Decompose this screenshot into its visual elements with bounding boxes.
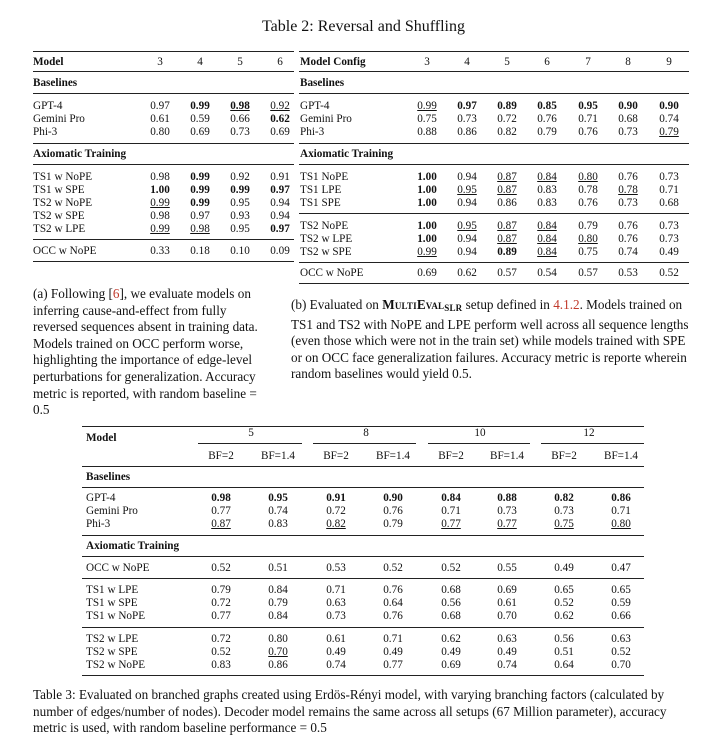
column-header: 3 (424, 56, 430, 68)
table-cell: 0.87 (497, 184, 517, 196)
table-cell: 0.71 (383, 633, 403, 645)
table-cell: 0.64 (383, 597, 403, 609)
table-cell: 0.82 (554, 492, 574, 504)
table-cell: 0.76 (578, 197, 598, 209)
table-cell: 0.49 (441, 646, 461, 658)
table-cell: 0.87 (211, 518, 231, 530)
table-cell: 0.33 (150, 245, 170, 257)
row-label: TS1 w SPE (33, 184, 85, 196)
table-cell: 0.69 (190, 126, 210, 138)
table-cell: 0.71 (326, 584, 346, 596)
table-cell: 0.52 (211, 562, 231, 574)
table-cell: 0.69 (417, 267, 437, 279)
table-cell: 1.00 (417, 220, 437, 232)
row-label: TS1 SPE (300, 197, 341, 209)
table-cell: 0.74 (497, 659, 517, 671)
table-cell: 0.09 (270, 245, 290, 257)
table-cell: 0.68 (441, 584, 461, 596)
table-cell: 0.10 (230, 245, 250, 257)
table-rule (299, 71, 689, 72)
subheader: BF=2 (323, 450, 349, 462)
table-cell: 0.99 (190, 100, 210, 112)
table-cell: 0.73 (659, 171, 679, 183)
table-rule (82, 466, 644, 467)
section-axiomatic: Axiomatic Training (86, 540, 180, 552)
row-label: TS2 w LPE (33, 223, 86, 235)
row-label: TS2 w LPE (300, 233, 353, 245)
table-cell: 0.73 (497, 505, 517, 517)
subheader: BF=2 (438, 450, 464, 462)
table-cell: 0.97 (270, 184, 290, 196)
table-cell: 0.72 (211, 633, 231, 645)
table-cell: 0.85 (537, 100, 557, 112)
subheader: BF=2 (208, 450, 234, 462)
table-rule (33, 51, 294, 52)
section-link[interactable]: 4.1.2 (553, 297, 580, 312)
row-label: TS2 w NoPE (33, 197, 93, 209)
table-cell: 0.65 (554, 584, 574, 596)
table-rule (299, 213, 689, 214)
table-cell: 0.68 (618, 113, 638, 125)
table-cell: 0.56 (441, 597, 461, 609)
table-cell: 0.93 (230, 210, 250, 222)
table-cell: 0.77 (497, 518, 517, 530)
table-cell: 0.74 (268, 505, 288, 517)
table-cell: 0.82 (326, 518, 346, 530)
table-cell: 0.77 (383, 659, 403, 671)
row-label: TS1 w LPE (86, 584, 139, 596)
table-cell: 0.86 (611, 492, 631, 504)
table-cell: 0.56 (554, 633, 574, 645)
table-cell: 0.84 (537, 171, 557, 183)
table-cell: 0.73 (326, 610, 346, 622)
row-label: Gemini Pro (300, 113, 352, 125)
table-cell: 0.49 (659, 246, 679, 258)
table-rule (82, 556, 644, 557)
table-cell: 0.90 (659, 100, 679, 112)
table-cell: 0.49 (554, 562, 574, 574)
table-rule (33, 239, 294, 240)
table-cell: 0.99 (190, 197, 210, 209)
table-cell: 0.57 (497, 267, 517, 279)
table-cell: 0.75 (417, 113, 437, 125)
table-cell: 0.98 (150, 171, 170, 183)
table-cell: 0.84 (268, 610, 288, 622)
table-cell: 0.98 (211, 492, 231, 504)
table-cell: 0.91 (326, 492, 346, 504)
table-cell: 0.95 (457, 184, 477, 196)
table2-title: Table 2: Reversal and Shuffling (262, 18, 465, 35)
table-rule (33, 261, 294, 262)
table-cell: 0.47 (611, 562, 631, 574)
table-rule (541, 443, 644, 444)
table-cell: 0.98 (150, 210, 170, 222)
table-cell: 0.76 (383, 610, 403, 622)
column-header: 6 (544, 56, 550, 68)
table-cell: 1.00 (417, 171, 437, 183)
table-cell: 0.71 (441, 505, 461, 517)
table-cell: 0.84 (537, 233, 557, 245)
table-cell: 0.80 (611, 518, 631, 530)
table-cell: 0.99 (150, 223, 170, 235)
table-rule (299, 93, 689, 94)
table-cell: 0.94 (457, 171, 477, 183)
table-cell: 1.00 (417, 184, 437, 196)
table-cell: 0.98 (190, 223, 210, 235)
table-cell: 0.64 (554, 659, 574, 671)
table-rule (299, 283, 689, 284)
column-header: 3 (157, 56, 163, 68)
table-cell: 0.63 (326, 597, 346, 609)
row-label: GPT-4 (33, 100, 63, 112)
table-cell: 1.00 (150, 184, 170, 196)
setup-name: MultiEval (382, 297, 445, 312)
row-label: TS2 w LPE (86, 633, 139, 645)
table-cell: 0.99 (417, 246, 437, 258)
table2a-caption: (a) Following [6], we evaluate models on inferring cause-and-effect from fully reversed sequences absent in training data. Models trained on OCC perform worse, highlighting the importance of edge-level perturbations for generalization. Accuracy metric is reported, with random baseline = 0.5 (33, 286, 258, 418)
citation-link[interactable]: 6 (112, 286, 120, 301)
table-rule (82, 535, 644, 536)
row-label: Gemini Pro (33, 113, 85, 125)
row-label: TS2 w SPE (33, 210, 85, 222)
table-cell: 0.62 (457, 267, 477, 279)
table2b-caption: (b) Evaluated on MultiEval$_{SLR}$ setup defined in 4.1.2. Models trained on TS1 and TS2 with NoPE and LPE perform well across all sequence lengths (even those which were not in the train set) while models trained with SPE or on OCC face generalization failures. Accuracy metric is reporte wherein random baselines would yield 0.5. (291, 297, 689, 382)
table-rule (299, 164, 689, 165)
table-cell: 0.95 (230, 197, 250, 209)
table-cell: 0.72 (211, 597, 231, 609)
row-label: TS2 w NoPE (86, 659, 146, 671)
table-cell: 0.49 (497, 646, 517, 658)
table-cell: 0.72 (326, 505, 346, 517)
table-cell: 0.99 (230, 184, 250, 196)
table-cell: 0.97 (457, 100, 477, 112)
table-cell: 0.53 (326, 562, 346, 574)
table-cell: 0.94 (270, 210, 290, 222)
table-cell: 0.79 (383, 518, 403, 530)
table-cell: 0.84 (268, 584, 288, 596)
table-cell: 0.92 (230, 171, 250, 183)
table-cell: 0.52 (441, 562, 461, 574)
table-cell: 0.90 (618, 100, 638, 112)
table-cell: 0.66 (611, 610, 631, 622)
column-header: 4 (464, 56, 470, 68)
row-label: TS2 NoPE (300, 220, 349, 232)
table-cell: 0.77 (211, 505, 231, 517)
table-cell: 0.73 (618, 197, 638, 209)
table-cell: 0.73 (659, 233, 679, 245)
table-cell: 0.62 (554, 610, 574, 622)
table-cell: 0.57 (578, 267, 598, 279)
table-cell: 0.80 (150, 126, 170, 138)
row-label: TS2 w SPE (300, 246, 352, 258)
row-label: TS2 w SPE (86, 646, 138, 658)
row-label: GPT-4 (300, 100, 330, 112)
section-baselines: Baselines (300, 77, 345, 89)
group-header: 8 (363, 427, 369, 439)
row-label: TS1 w SPE (86, 597, 138, 609)
table-cell: 0.79 (578, 220, 598, 232)
column-header: 5 (237, 56, 243, 68)
subheader: BF=1.4 (261, 450, 295, 462)
table-cell: 0.83 (537, 197, 557, 209)
column-header-model: Model Config (300, 56, 366, 68)
table-cell: 0.68 (441, 610, 461, 622)
table-rule (299, 262, 689, 263)
table-cell: 0.89 (497, 100, 517, 112)
table-cell: 0.78 (618, 184, 638, 196)
row-label: Phi-3 (300, 126, 325, 138)
table-rule (33, 143, 294, 144)
table-cell: 0.51 (268, 562, 288, 574)
table-cell: 0.74 (618, 246, 638, 258)
table-cell: 1.00 (417, 233, 437, 245)
table-cell: 0.70 (268, 646, 288, 658)
table-cell: 0.52 (611, 646, 631, 658)
table-cell: 0.52 (211, 646, 231, 658)
table-cell: 0.72 (497, 113, 517, 125)
table-rule (82, 675, 644, 676)
table-cell: 0.73 (554, 505, 574, 517)
table-cell: 0.49 (326, 646, 346, 658)
table-cell: 0.94 (457, 246, 477, 258)
table-cell: 0.74 (326, 659, 346, 671)
table-rule (198, 443, 302, 444)
table-cell: 0.52 (554, 597, 574, 609)
table-cell: 0.55 (497, 562, 517, 574)
table-cell: 0.97 (270, 223, 290, 235)
group-header: 10 (474, 427, 486, 439)
table-cell: 0.88 (417, 126, 437, 138)
table-cell: 0.87 (497, 233, 517, 245)
row-label: OCC w NoPE (300, 267, 364, 279)
table-cell: 0.74 (659, 113, 679, 125)
table-cell: 0.79 (659, 126, 679, 138)
table-cell: 0.65 (611, 584, 631, 596)
table-cell: 0.83 (211, 659, 231, 671)
table-cell: 0.94 (457, 197, 477, 209)
table-cell: 0.86 (268, 659, 288, 671)
table-cell: 0.76 (383, 505, 403, 517)
table-cell: 0.18 (190, 245, 210, 257)
table-rule (33, 71, 294, 72)
table-cell: 0.76 (618, 220, 638, 232)
table-cell: 0.98 (230, 100, 250, 112)
table-cell: 0.97 (150, 100, 170, 112)
table-cell: 0.91 (270, 171, 290, 183)
column-header-model: Model (33, 56, 64, 68)
table-rule (33, 164, 294, 165)
table-cell: 0.84 (537, 220, 557, 232)
section-baselines: Baselines (86, 471, 131, 483)
table-cell: 0.75 (578, 246, 598, 258)
table-cell: 0.99 (190, 171, 210, 183)
subheader: BF=1.4 (490, 450, 524, 462)
table-cell: 0.68 (659, 197, 679, 209)
table-cell: 0.71 (578, 113, 598, 125)
table-cell: 0.49 (383, 646, 403, 658)
table-cell: 0.61 (150, 113, 170, 125)
table-rule (82, 627, 644, 628)
table-rule (299, 51, 689, 52)
table-cell: 0.88 (497, 492, 517, 504)
table-cell: 0.99 (150, 197, 170, 209)
table-rule (82, 578, 644, 579)
table-cell: 0.78 (578, 184, 598, 196)
table-cell: 0.90 (383, 492, 403, 504)
table-cell: 0.79 (537, 126, 557, 138)
table-cell: 0.69 (270, 126, 290, 138)
table-cell: 0.73 (457, 113, 477, 125)
row-label: OCC w NoPE (86, 562, 150, 574)
table-cell: 0.54 (537, 267, 557, 279)
table-cell: 0.84 (441, 492, 461, 504)
group-header: 12 (583, 427, 595, 439)
column-header: 6 (277, 56, 283, 68)
column-header-model: Model (86, 432, 117, 444)
table-cell: 0.71 (659, 184, 679, 196)
row-label: GPT-4 (86, 492, 116, 504)
table-cell: 0.59 (190, 113, 210, 125)
section-axiomatic: Axiomatic Training (33, 148, 127, 160)
table-cell: 0.94 (457, 233, 477, 245)
table-cell: 0.70 (497, 610, 517, 622)
row-label: Gemini Pro (86, 505, 138, 517)
table-cell: 0.76 (618, 233, 638, 245)
table-cell: 0.61 (497, 597, 517, 609)
row-label: OCC w NoPE (33, 245, 97, 257)
table-rule (428, 443, 530, 444)
table-cell: 0.95 (230, 223, 250, 235)
table-cell: 0.69 (441, 659, 461, 671)
table-cell: 0.62 (270, 113, 290, 125)
table-cell: 0.80 (268, 633, 288, 645)
table-cell: 0.80 (578, 233, 598, 245)
subheader: BF=1.4 (604, 450, 638, 462)
table-cell: 0.73 (618, 126, 638, 138)
row-label: Phi-3 (33, 126, 58, 138)
table-cell: 0.87 (497, 220, 517, 232)
table-cell: 0.99 (190, 184, 210, 196)
table-cell: 0.87 (497, 171, 517, 183)
row-label: Phi-3 (86, 518, 111, 530)
table-cell: 0.63 (497, 633, 517, 645)
table-cell: 0.86 (457, 126, 477, 138)
table-cell: 0.92 (270, 100, 290, 112)
column-header: 7 (585, 56, 591, 68)
table-cell: 1.00 (417, 197, 437, 209)
table-rule (299, 143, 689, 144)
table-cell: 0.83 (268, 518, 288, 530)
table-cell: 0.73 (230, 126, 250, 138)
section-axiomatic: Axiomatic Training (300, 148, 394, 160)
table-cell: 0.76 (578, 126, 598, 138)
column-header: 4 (197, 56, 203, 68)
table-rule (82, 487, 644, 488)
table-cell: 0.62 (441, 633, 461, 645)
table-cell: 0.52 (659, 267, 679, 279)
table-cell: 0.83 (537, 184, 557, 196)
table-cell: 0.71 (611, 505, 631, 517)
table-cell: 0.97 (190, 210, 210, 222)
table-cell: 0.61 (326, 633, 346, 645)
row-label: TS1 w NoPE (33, 171, 93, 183)
table-cell: 0.95 (457, 220, 477, 232)
subheader: BF=2 (551, 450, 577, 462)
row-label: TS1 w NoPE (86, 610, 146, 622)
table-cell: 0.95 (578, 100, 598, 112)
table-cell: 0.86 (497, 197, 517, 209)
table-cell: 0.84 (537, 246, 557, 258)
table-cell: 0.79 (268, 597, 288, 609)
column-header: 9 (666, 56, 672, 68)
table-cell: 0.99 (417, 100, 437, 112)
table3-caption: Table 3: Evaluated on branched graphs created using Erdös-Rényi model, with varying branching factors (calculated by number of edges/number of nodes). Decoder model remains the same across all setups (67 Million parameter), accuracy metric is used, with random baseline performance = 0.5 (33, 687, 667, 736)
table-cell: 0.52 (383, 562, 403, 574)
section-baselines: Baselines (33, 77, 78, 89)
table-cell: 0.59 (611, 597, 631, 609)
table-cell: 0.63 (611, 633, 631, 645)
table-cell: 0.51 (554, 646, 574, 658)
table-cell: 0.95 (268, 492, 288, 504)
table-rule (313, 443, 416, 444)
table-cell: 0.94 (270, 197, 290, 209)
column-header: 8 (625, 56, 631, 68)
table-cell: 0.76 (383, 584, 403, 596)
table-cell: 0.73 (659, 220, 679, 232)
table-cell: 0.77 (441, 518, 461, 530)
table-cell: 0.69 (497, 584, 517, 596)
table-cell: 0.82 (497, 126, 517, 138)
table-cell: 0.53 (618, 267, 638, 279)
table-cell: 0.70 (611, 659, 631, 671)
row-label: TS1 LPE (300, 184, 342, 196)
table-cell: 0.76 (618, 171, 638, 183)
row-label: TS1 NoPE (300, 171, 349, 183)
table-cell: 0.80 (578, 171, 598, 183)
column-header: 5 (504, 56, 510, 68)
table-cell: 0.79 (211, 584, 231, 596)
group-header: 5 (248, 427, 254, 439)
table-cell: 0.76 (537, 113, 557, 125)
table-cell: 0.66 (230, 113, 250, 125)
subheader: BF=1.4 (376, 450, 410, 462)
table-cell: 0.77 (211, 610, 231, 622)
table-cell: 0.75 (554, 518, 574, 530)
table-rule (33, 93, 294, 94)
table-cell: 0.89 (497, 246, 517, 258)
